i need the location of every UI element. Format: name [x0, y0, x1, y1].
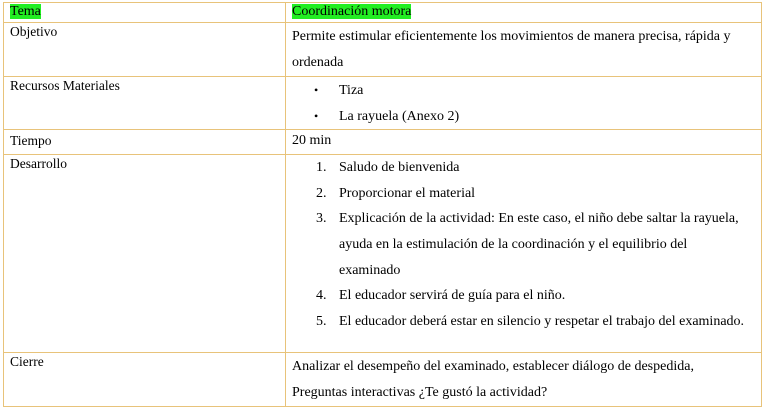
desarrollo-step [292, 309, 747, 335]
desarrollo-step [292, 283, 747, 309]
cierre-row [4, 353, 762, 407]
objetivo-value: Permite estimular eficientemente los movimientos de manera precisa, rápida y ordenada [292, 29, 731, 70]
objetivo-row [4, 23, 762, 77]
header-label-cell [4, 3, 286, 23]
desarrollo-step [292, 206, 747, 283]
tiempo-label: Tiempo [4, 130, 286, 155]
step-text: Explicación de la actividad: En este caso, el niño debe saltar la rayuela, ayuda en la estimulación de la coordinación y el equilibrio del examinado [339, 211, 739, 278]
activity-table [3, 2, 762, 407]
step-number: 5. [316, 313, 327, 329]
recursos-list [292, 77, 761, 129]
step-text: El educador deberá estar en silencio y respetar el trabajo del examinado. [339, 313, 745, 329]
tiempo-row [4, 130, 762, 155]
step-text: El educador servirá de guía para el niño. [339, 288, 566, 304]
tiempo-value: 20 min [286, 130, 762, 155]
header-value-cell [286, 3, 762, 23]
step-number: 2. [316, 185, 327, 201]
desarrollo-label: Desarrollo [4, 155, 286, 353]
step-number: 3. [316, 211, 327, 227]
step-number: 1. [316, 160, 327, 176]
recursos-item-text: Tiza [339, 83, 364, 98]
step-text: Proporcionar el material [339, 185, 476, 201]
header-row [4, 3, 762, 23]
cierre-label: Cierre [4, 353, 286, 407]
recursos-item [292, 78, 761, 104]
cierre-value: Analizar el desempeño del examinado, establecer diálogo de despedida, Preguntas interactivas ¿Te gustó la actividad? [292, 359, 694, 401]
step-number: 4. [316, 288, 327, 304]
recursos-label: Recursos Materiales [4, 77, 286, 130]
recursos-item [292, 104, 761, 130]
desarrollo-steps [292, 155, 761, 334]
bullet-marker: • [314, 83, 319, 97]
objetivo-label: Objetivo [4, 23, 286, 77]
recursos-item-text: La rayuela (Anexo 2) [339, 108, 460, 124]
objetivo-value-cell [286, 23, 762, 77]
bullet-marker: • [314, 108, 319, 123]
tema-label: Tema [10, 4, 41, 19]
recursos-row [4, 77, 762, 130]
recursos-value-cell [286, 77, 762, 130]
cierre-value-cell [286, 353, 762, 407]
desarrollo-step [292, 155, 747, 181]
step-text: Saludo de bienvenida [339, 160, 460, 176]
desarrollo-row [4, 155, 762, 353]
desarrollo-step [292, 181, 747, 207]
desarrollo-value-cell [286, 155, 762, 353]
tema-value: Coordinación motora [292, 4, 412, 19]
